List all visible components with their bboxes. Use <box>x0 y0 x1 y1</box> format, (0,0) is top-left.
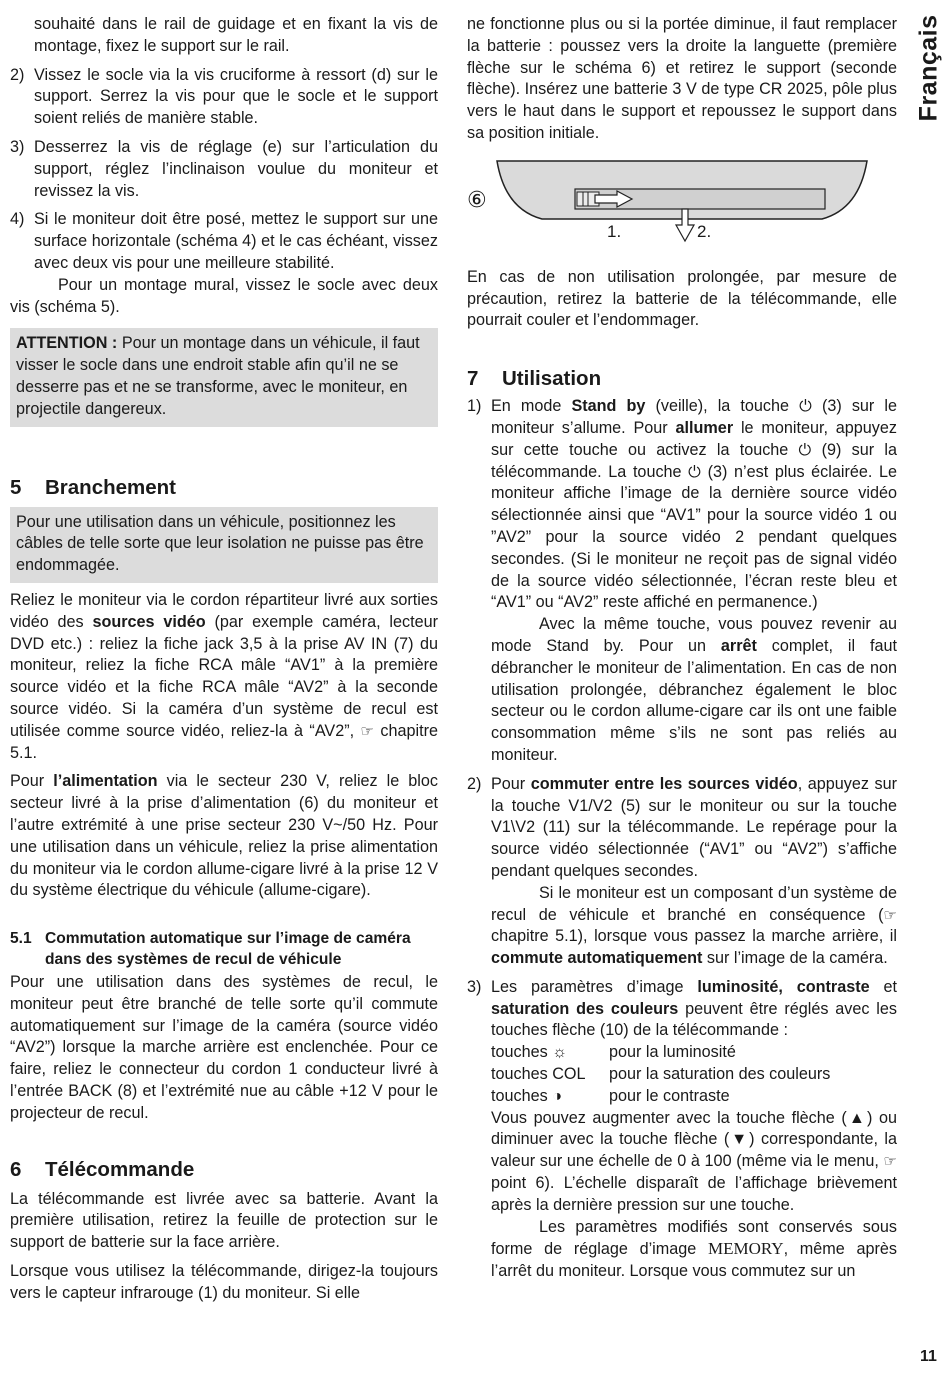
section-title: Utilisation <box>502 367 602 391</box>
battery-diagram <box>467 159 897 259</box>
section-5-1-heading <box>10 928 438 970</box>
list-item <box>10 65 438 130</box>
text-run: via le secteur 230 V, reliez le bloc secteur livré à la prise d’alimentation (6) du moniteur et l’autre extrémité à une prise secteur 230 V~/50 Hz. Pour une utilisation dans un véhicule, reliez la prise alimentation du moniteur via le cordon allume-cigare livré à la prise 12 V du système électrique du véhicule (allume-cigare). <box>10 772 438 900</box>
list-number: 1) <box>467 397 482 416</box>
list-text: Desserrez la vis de réglage (e) sur l’articulation du support, réglez l’inclinaison voulue du moniteur et revissez la vis. <box>34 137 438 200</box>
text-run: complet, il faut débrancher le moniteur de l’alimentation. En cas de non utilisation prolongée, débranchez également le bloc secteur ou le cordon allume-cigare car ils ont une faible consommation même s’ils ne sont pas reliés au moniteur. <box>491 636 897 764</box>
text-bold: arrêt <box>720 636 757 655</box>
branchement-note-box <box>10 507 438 583</box>
battery-paragraph: En cas de non utilisation prolongée, par mesure de précaution, retirez la batterie de la télécommande, elle pourrait couler et l’endommager. <box>467 267 897 330</box>
recul-paragraph: Pour une utilisation dans des systèmes de recul, le moniteur peut être branché de telle sorte qu’il commute automatiquement sur l’image de la caméra (source vidéo “AV2”) lorsque la marche arrière est enclenchée. Pour ce faire, reliez le connecteur du cordon 1 conducteur livré à l’entrée BACK (8) et l’extrémité nue au câble +12 V pour le projecteur de recul. <box>10 973 438 1122</box>
paragraph-continued: ne fonctionne plus ou si la portée diminue, il faut remplacer la batterie : poussez vers la droite la languette (première flèche sur le schéma 6) et retirez le support (seconde flèche). Insérez une batterie 3 V de type CR 2025, pôle plus vers le haut dans le support et repoussez le support dans sa position initiale. <box>467 15 897 142</box>
list-item <box>467 774 897 883</box>
section-title: Branchement <box>45 475 177 499</box>
list-item <box>467 977 897 1042</box>
key-label: touches ◑ <box>491 1086 562 1105</box>
key-label: touches ☼ <box>491 1043 568 1062</box>
key-description: pour le contraste <box>609 1086 730 1105</box>
mural-paragraph: Pour un montage mural, vissez le socle avec deux vis (schéma 5). <box>10 275 438 316</box>
text-run: le moniteur, appuyez sur cette touche ou activez la touche ⏻ (9) sur la télécommande. La touche ⏻ (3) n’est plus éclairée. Le moniteur affiche l’image de la dernière source vidéo sélectionnée ainsi que “AV1” pour la source vidéo 1 ou ”AV2” pour la source vidéo 2 pendant quelques secondes. (Si le moniteur ne reçoit pas de signal vidéo de la source vidéo sélectionnée, l’écran reste bleu et “AV1” ou “AV2” reste affiché en permanence.) <box>491 418 897 612</box>
list-number: 3) <box>10 137 25 156</box>
list-item <box>467 396 897 614</box>
pointing-hand-icon: ☞ <box>883 906 897 924</box>
text-run: peuvent être réglés avec les touches flèche (10) de la télécommande : <box>491 999 898 1040</box>
text-run: sur l’image de la caméra. <box>702 949 888 968</box>
text-run: et <box>869 977 897 996</box>
text-run: En mode <box>491 397 572 416</box>
list-text <box>491 977 897 1042</box>
section-number: 7 <box>467 367 479 391</box>
text-run: point 6). L’échelle disparaît de l’affichage brièvement après la dernière pression sur une touche. <box>491 1174 897 1214</box>
attention-box <box>10 328 438 426</box>
text-run: chapitre 5.1. <box>10 721 438 762</box>
list-text <box>491 774 897 883</box>
text-memory: MEMORY <box>708 1239 784 1259</box>
text-run: Vous pouvez augmenter avec la touche flèche (▲) ou diminuer avec la touche flèche (▼) correspondante, la valeur sur une échelle de 0 à 100 (même via le menu, <box>491 1108 897 1171</box>
text-run: Pour <box>10 772 54 791</box>
text-bold: commute automatiquement <box>491 949 703 968</box>
right-column <box>467 14 897 1290</box>
key-label: touches COL <box>491 1065 586 1084</box>
recul-auto-paragraph <box>467 883 897 970</box>
page-number: 11 <box>920 1348 937 1365</box>
arrow-label-2: 2. <box>697 221 712 241</box>
language-label: Français <box>914 14 943 122</box>
text-run: Reliez le moniteur via le cordon répartiteur livré aux sorties vidéo des <box>10 590 438 631</box>
text-run: (veille), la touche ⏻ (3) sur le moniteur s’allume. Pour <box>491 397 897 437</box>
text-bold: saturation des couleurs <box>491 999 679 1018</box>
key-description: pour la saturation des couleurs <box>609 1065 831 1084</box>
text-run: Si le moniteur est un composant d’un système de recul de véhicule et branché en conséquence ( <box>491 883 897 924</box>
text-run: Pour <box>491 774 531 793</box>
section-5-heading <box>10 475 438 501</box>
list-number: 2) <box>10 65 25 84</box>
arrows-paragraph <box>467 1108 897 1217</box>
figure-number: ⑥ <box>467 186 487 212</box>
section-number: 5.1 <box>10 930 32 948</box>
text-run: , même après l’arrêt du moniteur. Lorsque vous commutez sur un <box>491 1240 898 1281</box>
text-bold: luminosité, contraste <box>697 977 870 996</box>
pointing-hand-icon: ☞ <box>883 1153 897 1171</box>
text-run: , appuyez sur la touche V1/V2 (5) sur le moniteur ou sur la touche V1\V2 (11) sur la télécommande. Le repérage pour la source vidéo sélectionnée (“AV1” ou “AV2”) s’affiche pendant quelques secondes. <box>491 774 897 880</box>
paragraph-continued: souhaité dans le rail de guidage et en fixant la vis de montage, fixez le support sur le rail. <box>34 15 438 55</box>
memory-paragraph <box>467 1217 897 1283</box>
text-run: Avec la même touche, vous pouvez revenir au mode Stand by. Pour un <box>491 615 897 655</box>
text-bold: allumer <box>675 418 734 437</box>
text-run: Les paramètres modifiés sont conservés sous forme de réglage d’image <box>491 1217 897 1259</box>
section-title: Télécommande <box>45 1157 195 1181</box>
attention-text: Pour un montage dans un véhicule, il faut visser le socle dans une endroit stable afin qu’il ne se desserre pas et ne se transforme, avec le moniteur, en projectile dangereux. <box>16 334 420 418</box>
text-bold: l’alimentation <box>53 772 158 791</box>
list-number: 3) <box>467 977 482 996</box>
arrow-label-1: 1. <box>607 221 622 241</box>
text-run: (par exemple caméra, lecteur DVD etc.) : reliez la fiche jack 3,5 à la prise AV IN (7) du moniteur, reliez la fiche RCA mâle “AV1” à la première source vidéo et la fiche RCA mâle “AV2” à la seconde source vidéo. Si la caméra d’un système de recul est utilisée comme source vidéo, reliez-la à “AV2”, <box>10 612 438 740</box>
text-run: Les paramètres d’image <box>491 977 698 996</box>
telecommande-paragraph-1: La télécommande est livrée avec sa batterie. Avant la première utilisation, retirez la feuille de protection sur le support de batterie sur la face arrière. <box>10 1189 438 1252</box>
keys-table <box>467 1042 897 1107</box>
text-bold: sources vidéo <box>92 612 206 631</box>
list-text: Si le moniteur doit être posé, mettez le support sur une surface horizontale (schéma 4) et le cas échéant, vissez avec deux vis pour une meilleure stabilité. <box>34 210 438 272</box>
key-description: pour la luminosité <box>609 1043 736 1062</box>
pointing-hand-icon: ☞ <box>360 722 374 740</box>
section-6-heading <box>10 1157 438 1183</box>
section-title: Commutation automatique sur l’image de caméra dans des systèmes de recul de véhicule <box>45 930 411 969</box>
standby-paragraph <box>467 614 897 767</box>
language-tab <box>914 14 944 122</box>
section-7-heading <box>467 366 897 392</box>
list-item <box>10 137 438 202</box>
branchement-paragraph-2 <box>10 771 438 902</box>
remote-battery-illustration <box>467 159 897 259</box>
list-text <box>491 396 897 614</box>
text-bold: Stand by <box>571 397 646 416</box>
attention-label: ATTENTION : <box>16 334 118 353</box>
list-text: Vissez le socle via la vis cruciforme à ressort (d) sur le support. Serrez la vis pour que le socle et le support soient reliés de manière stable. <box>34 65 438 128</box>
list-number: 4) <box>10 210 25 229</box>
text-run: chapitre 5.1), lorsque vous passez la marche arrière, il <box>491 927 897 946</box>
list-number: 2) <box>467 774 482 793</box>
branchement-paragraph-1 <box>10 590 438 764</box>
note-text: Pour une utilisation dans un véhicule, positionnez les câbles de telle sorte que leur isolation ne puisse pas être endommagée. <box>16 512 424 575</box>
section-number: 5 <box>10 475 22 499</box>
text-bold: commuter entre les sources vidéo <box>530 774 798 793</box>
list-item <box>10 209 438 274</box>
left-column <box>10 14 438 1312</box>
section-number: 6 <box>10 1157 22 1181</box>
telecommande-paragraph-2: Lorsque vous utilisez la télécommande, dirigez-la toujours vers le capteur infrarouge (1) du moniteur. Si elle <box>10 1262 438 1302</box>
